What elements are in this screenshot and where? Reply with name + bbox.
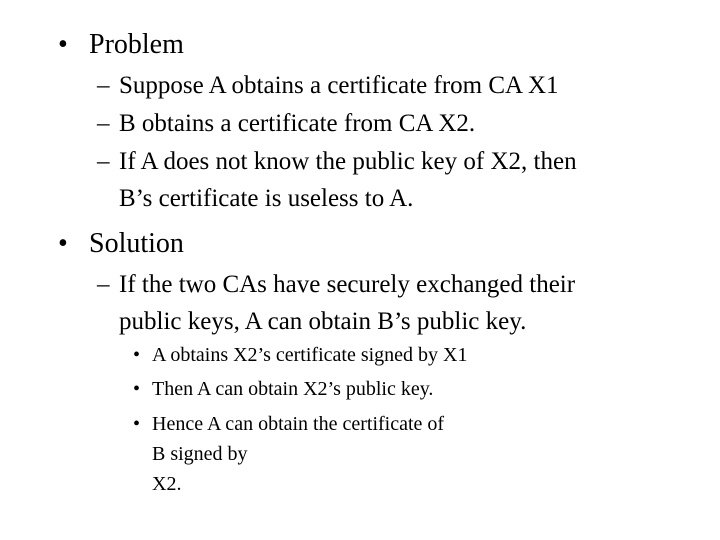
dash-marker: – — [97, 72, 110, 99]
dash-marker: – — [97, 148, 110, 175]
sub-bullet-icon: • — [133, 413, 141, 435]
solution-subitem-3-line-2: B signed by — [152, 443, 248, 465]
problem-item-1: Suppose A obtains a certificate from CA X1 — [119, 72, 559, 99]
solution-subitem-2: Then A can obtain X2’s public key. — [152, 378, 434, 400]
problem-bullet-icon: • — [58, 29, 68, 60]
problem-item-3-line-2: B’s certificate is useless to A. — [119, 185, 414, 212]
dash-marker: – — [97, 271, 110, 298]
solution-bullet-icon: • — [58, 228, 68, 259]
solution-subitem-3-line-1: Hence A can obtain the certificate of — [152, 413, 445, 435]
problem-heading: Problem — [89, 29, 184, 60]
sub-bullet-icon: • — [133, 344, 141, 366]
solution-subitem-1: A obtains X2’s certificate signed by X1 — [152, 344, 468, 366]
solution-heading: Solution — [89, 228, 184, 259]
problem-item-3-line-1: If A does not know the public key of X2, then — [119, 148, 577, 175]
solution-subitem-3-line-3: X2. — [152, 473, 182, 495]
dash-marker: – — [97, 110, 110, 137]
solution-item-1-line-2: public keys, A can obtain B’s public key. — [119, 308, 527, 335]
problem-item-2: B obtains a certificate from CA X2. — [119, 110, 476, 137]
sub-bullet-icon: • — [133, 378, 141, 400]
solution-item-1-line-1: If the two CAs have securely exchanged their — [119, 271, 576, 298]
